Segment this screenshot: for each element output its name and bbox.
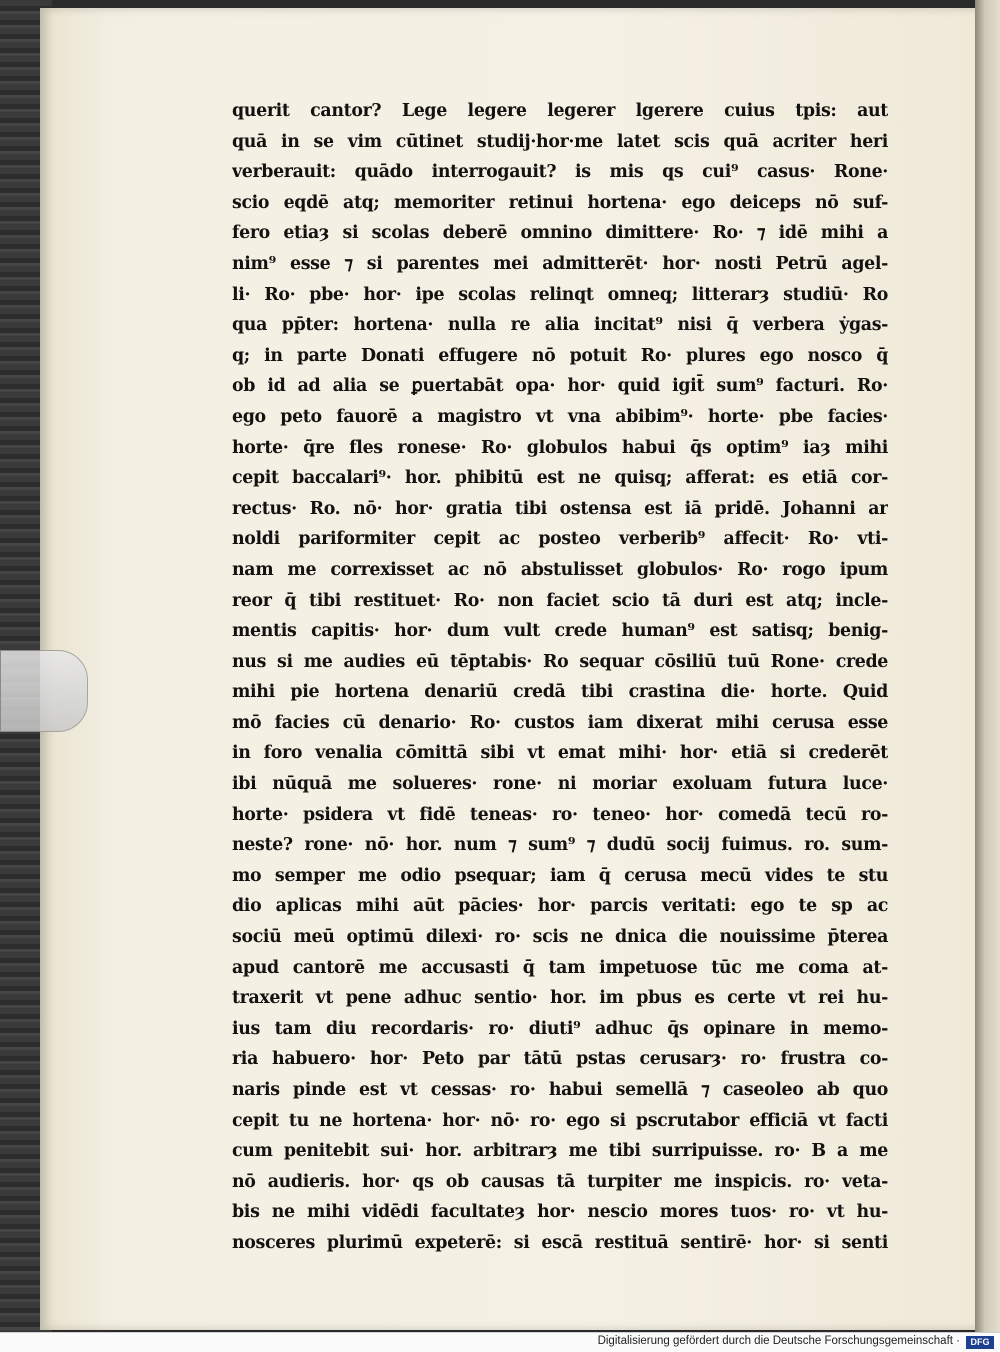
text-line: apud cantorē me accusasti q̄ tam impetuose tūc me coma at- bbox=[232, 957, 888, 978]
text-line: sociū meū optimū dilexi· ro· scis ne dnica die nouissime p̄terea bbox=[232, 927, 888, 948]
text-line: naris pinde est vt cessas· ro· habui semellā ⁊ caseoleo ab quo bbox=[232, 1080, 888, 1100]
text-line: cepit baccalari⁹· hor. phibitū est ne quisq; afferat: es etiā cor- bbox=[232, 468, 888, 489]
text-line: cum penitebit sui· hor. arbitrarȝ me tibi surripuisse. ro· B a me bbox=[232, 1141, 888, 1162]
text-line: cepit tu ne hortena· hor· nō· ro· ego si pscrutabor efficiā vt facti bbox=[232, 1110, 888, 1131]
text-line: quā in se vim cūtinet studij·hor·me latet scis quā acriter heri bbox=[232, 131, 888, 152]
text-block bbox=[232, 96, 888, 1259]
text-line: qua pp̄ter: hortena· nulla re alia incitat⁹ nisi q̄ verbera ẏgas- bbox=[232, 315, 888, 336]
book-clip bbox=[0, 650, 88, 732]
text-line: li· Ro· pbe· hor· ipe scolas relinqt omneq; litterarȝ studiū· Ro bbox=[232, 284, 888, 305]
text-line: rectus· Ro. nō· hor· gratia tibi ostensa est iā pridē. Johanni ar bbox=[232, 498, 888, 519]
text-line: in foro venalia cōmittā sibi vt emat mihi· hor· etiā si crederēt bbox=[232, 743, 888, 764]
text-line: dio aplicas mihi aūt pācies· hor· parcis veritati: ego te sp ac bbox=[232, 896, 888, 917]
text-line: horte· psidera vt fidē teneas· ro· teneo· hor· comedā tecū ro- bbox=[232, 804, 888, 825]
text-line: q; in parte Donati effugere nō potuit Ro· plures ego nosco q̄ bbox=[232, 345, 888, 366]
text-line: querit cantor? Lege legere legerer lgerere cuius tpis: aut bbox=[232, 101, 888, 121]
text-line: neste? rone· nō· hor. num ⁊ sum⁹ ⁊ dudū socij fuimus. ro. sum- bbox=[232, 835, 888, 856]
text-line: bis ne mihi vidēdi facultateȝ hor· nescio mores tuos· ro· vt hu- bbox=[232, 1202, 888, 1223]
dfg-logo: DFG bbox=[966, 1336, 994, 1349]
text-line: nō audieris. hor· qs ob causas tā turpiter me inspicis. ro· veta- bbox=[232, 1171, 888, 1192]
text-line: nam me correxisset ac nō abstulisset globulos· Ro· rogo ipum bbox=[232, 559, 888, 580]
facing-page-edge bbox=[975, 0, 1000, 1332]
text-line: ibi nūquā me solueres· rone· ni moriar exoluam futura luce· bbox=[232, 774, 888, 795]
text-line: noldi pariformiter cepit ac posteo verberib⁹ affecit· Ro· vti- bbox=[232, 529, 888, 550]
text-line: scio eqdē atq; memoriter retinui hortena· ego deiceps nō suf- bbox=[232, 192, 888, 213]
text-line: ob id ad alia se ꝑuertabāt opa· hor· quid igit̄ sum⁹ facturi. Ro· bbox=[232, 376, 888, 397]
text-line: verberauit: quādo interrogauit? is mis qs cui⁹ casus· Rone· bbox=[232, 162, 888, 183]
text-line: horte· q̄re fles ronese· Ro· globulos habui q̄s optim⁹ iaȝ mihi bbox=[232, 437, 888, 458]
text-line: nim⁹ esse ⁊ si parentes mei admitterēt· hor· nosti Petrū agel- bbox=[232, 253, 888, 274]
text-line: ego peto fauorē a magistro vt vna abibim⁹· horte· pbe facies· bbox=[232, 406, 888, 427]
text-line: ius tam diu recordaris· ro· diuti⁹ adhuc q̄s opinare in memo- bbox=[232, 1018, 888, 1039]
text-line: mentis capitis· hor· dum vult crede human⁹ est satisq; benig- bbox=[232, 621, 888, 642]
text-line: reor q̄ tibi restituet· Ro· non faciet scio tā duri est atq; incle- bbox=[232, 590, 888, 611]
text-line: ria habuero· hor· Peto par tātū pstas cerusarȝ· ro· frustra co- bbox=[232, 1049, 888, 1070]
footer-bar bbox=[0, 1332, 1000, 1352]
footer-credit: Digitalisierung gefördert durch die Deutsche Forschungsgemeinschaft · bbox=[597, 1335, 960, 1347]
text-line: mihi pie hortena denariū credā tibi crastina die· horte. Quid bbox=[232, 682, 888, 703]
text-line: mo semper me odio psequar; iam q̄ cerusa mecū vides te stu bbox=[232, 865, 888, 886]
text-line: nus si me audies eū tēptabis· Ro sequar cōsiliū tuū Rone· crede bbox=[232, 651, 888, 672]
text-line: nosceres plurimū expeterē: si escā restituā sentirē· hor· si senti bbox=[232, 1232, 888, 1253]
text-line: mō facies cū denario· Ro· custos iam dixerat mihi cerusa esse bbox=[232, 712, 888, 733]
text-line: fero etiaȝ si scolas deberē omnino dimittere· Ro· ⁊ idē mihi a bbox=[232, 223, 888, 244]
text-line: traxerit vt pene adhuc sentio· hor. im pbus es certe vt rei hu- bbox=[232, 988, 888, 1009]
